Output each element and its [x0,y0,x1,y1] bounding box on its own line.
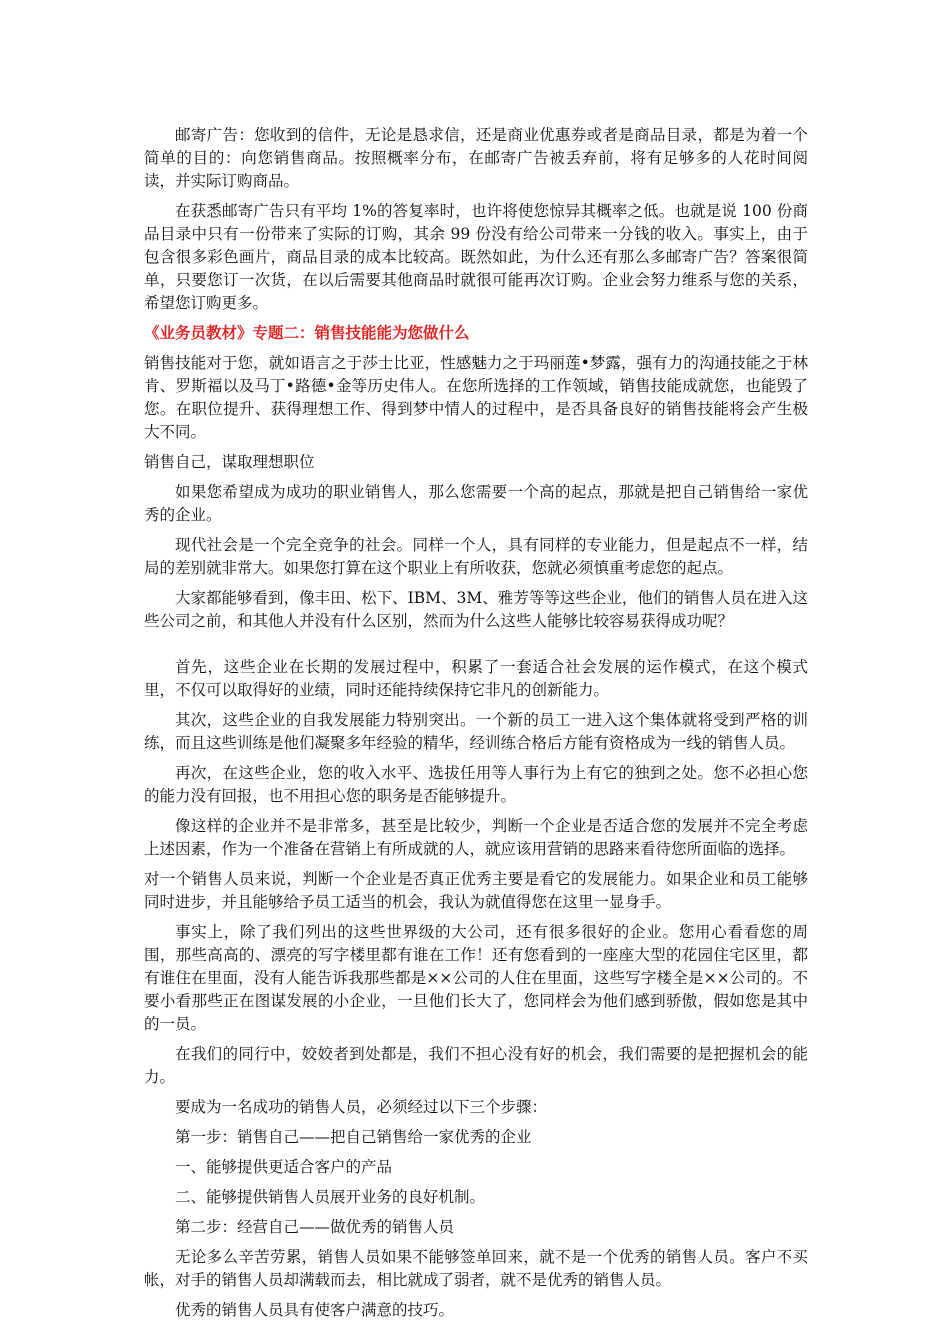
paragraph-competition: 现代社会是一个完全竞争的社会。同样一个人，具有同样的专业能力，但是起点不一样，结局的差别就非常大。如果您打算在这个职业上有所收获，您就必须慎重考虑您的起点。 [144,536,808,577]
paragraph-skills: 优秀的销售人员具有使客户满意的技巧。 [175,1301,455,1319]
step-one: 第一步：销售自己——把自己销售给一家优秀的企业 [175,1128,532,1146]
paragraph-first: 首先，这些企业在长期的发展过程中，积累了一套适合社会发展的运作模式，在这个模式里，不仅可以取得好的业绩，同时还能持续保持它非凡的创新能力。 [144,658,808,699]
paragraph-companies: 大家都能够看到，像丰田、松下、IBM、3M、雅芳等等这些企业，他们的销售人员在进入这些公司之前，和其他人并没有什么区别，然而为什么这些人能够比较容易获得成功呢？ [144,589,808,630]
paragraph-in-fact: 事实上，除了我们列出的这些世界级的大公司，还有很多很好的企业。您用心看看您的周围，那些高高的、漂亮的写字楼里都有谁在工作！还有您看到的一座座大型的花园住宅区里，都有谁住在里面，没有人能告诉我那些都是××公司的人住在里面，这些写字楼全是××公司的。不要小看那些正在图谋发展的小企业，一旦他们长大了，您同样会为他们感到骄傲，假如您是其中的一员。 [144,923,808,1033]
step-two: 第二步：经营自己——做优秀的销售人员 [175,1218,455,1236]
list-item-two: 二、能够提供销售人员展开业务的良好机制。 [175,1188,486,1206]
document-page [144,124,808,1329]
subheading-sell-yourself: 销售自己，谋取理想职位 [144,453,315,471]
paragraph-peers: 在我们的同行中，姣姣者到处都是，我们不担心没有好的机会，我们需要的是把握机会的能力。 [144,1045,808,1086]
paragraph-sales-skills: 销售技能对于您，就如语言之于莎士比亚，性感魅力之于玛丽莲•梦露，强有力的沟通技能之于林肯、罗斯福以及马丁•路德•金等历史伟人。在您所选择的工作领域，销售技能成就您，也能毁了您。在职位提升、获得理想工作、得到梦中情人的过程中，是否具备良好的销售技能将会产生极大不同。 [144,354,808,441]
paragraph-few-companies: 像这样的企业并不是非常多，甚至是比较少，判断一个企业是否适合您的发展并不完全考虑上述因素，作为一个准备在营销上有所成就的人，就应该用营销的思路来看待您所面临的选择。 [144,817,808,858]
paragraph-third: 再次，在这些企业，您的收入水平、选拔任用等人事行为上有它的独到之处。您不必担心您的能力没有回报，也不用担心您的职务是否能够提升。 [144,764,808,805]
paragraph-three-steps: 要成为一名成功的销售人员，必须经过以下三个步骤： [175,1098,548,1116]
section-heading: 《业务员教材》专题二：销售技能能为您做什么 [144,324,470,342]
paragraph-response-rate: 在获悉邮寄广告只有平均 1%的答复率时，也许将使您惊异其概率之低。也就是说 100 份商品目录中只有一份带来了实际的订购，其余 99 份没有给公司带来一分钱的收入。事实上，由于包含很多彩色画片，商品目录的成本比较高。既然如此，为什么还有那么多邮寄广告？答案很简单，只要您订一次货，在以后需要其他商品时就很可能再次订购。企业会努力维系与您的关系，希望您订购更多。 [144,202,808,312]
list-item-one: 一、能够提供更适合客户的产品 [175,1158,393,1176]
paragraph-judge-company: 对一个销售人员来说，判断一个企业是否真正优秀主要是看它的发展能力。如果企业和员工能够同时进步，并且能够给予员工适当的机会，我认为就值得您在这里一显身手。 [144,870,808,911]
spacer [144,640,808,656]
paragraph-hard-work: 无论多么辛苦劳累，销售人员如果不能够签单回来，就不是一个优秀的销售人员。客户不买帐，对手的销售人员却满载而去，相比就成了弱者，就不是优秀的销售人员。 [144,1248,808,1289]
paragraph-second: 其次，这些企业的自我发展能力特别突出。一个新的员工一进入这个集体就将受到严格的训练，而且这些训练是他们凝聚多年经验的精华，经训练合格后方能有资格成为一线的销售人员。 [144,711,808,752]
paragraph-high-start: 如果您希望成为成功的职业销售人，那么您需要一个高的起点，那就是把自己销售给一家优秀的企业。 [144,483,808,524]
paragraph-mail-ad: 邮寄广告：您收到的信件，无论是恳求信，还是商业优惠券或者是商品目录，都是为着一个简单的目的：向您销售商品。按照概率分布，在邮寄广告被丢弃前，将有足够多的人花时间阅读，并实际订购商品。 [144,126,808,190]
